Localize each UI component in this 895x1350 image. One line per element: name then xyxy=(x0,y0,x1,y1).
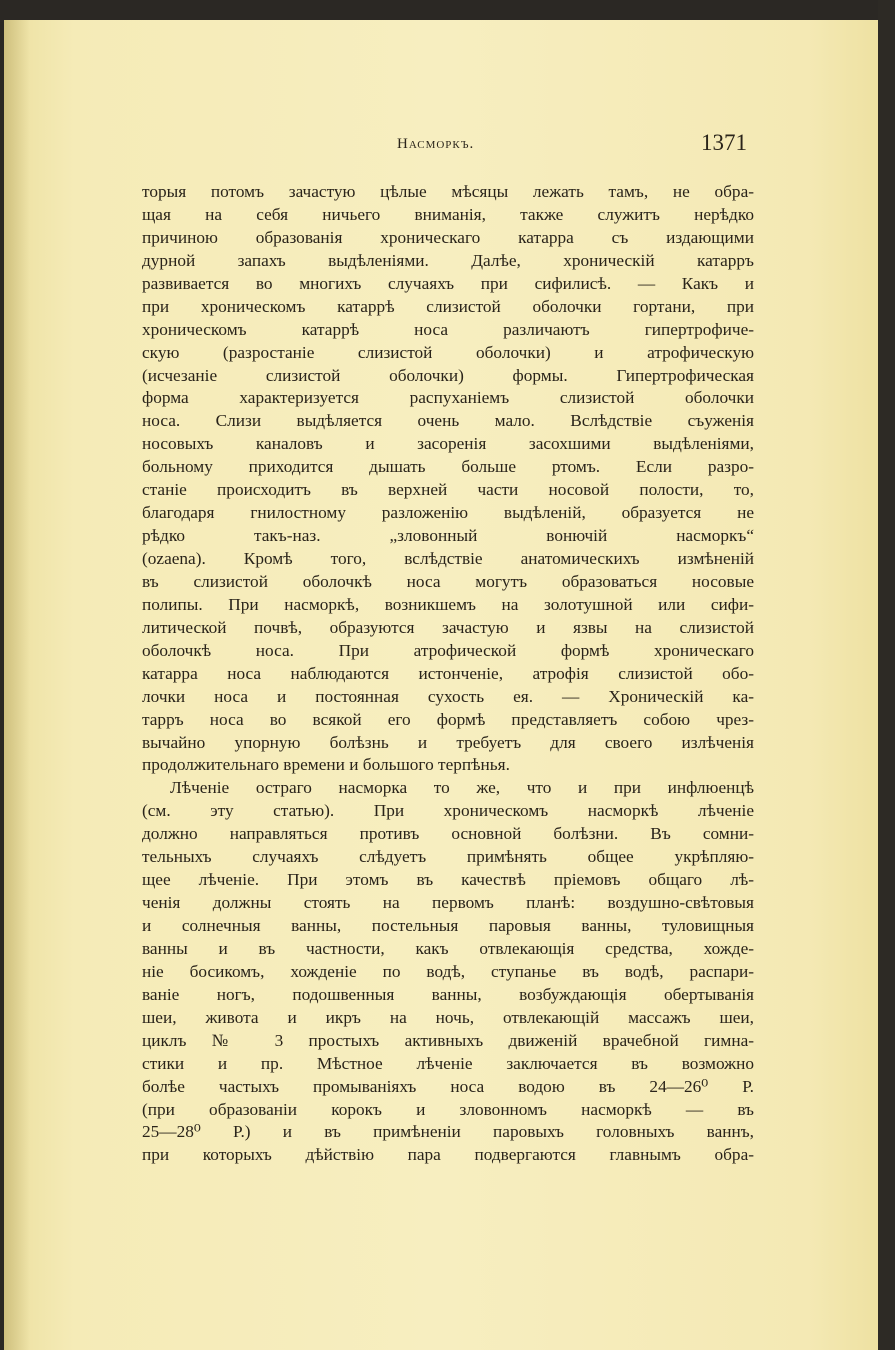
text-line: торыя потомъ зачастую цѣлые мѣсяцы лежать тамъ, не обра- xyxy=(142,182,754,201)
text-line: (исчезаніе слизистой оболочки) формы. Гипертрофическая xyxy=(142,365,754,385)
text-line: литической почвѣ, образуются зачастую и язвы на слизистой xyxy=(142,617,754,637)
text-line: катарра носа наблюдаются истонченіе, атрофія слизистой обо- xyxy=(142,663,754,683)
text-line: причиною образованія хроническаго катарра съ издающими xyxy=(142,227,754,247)
text-line: щее лѣченіе. При этомъ въ качествѣ пріемовъ общаго лѣ- xyxy=(142,870,754,890)
text-line: шеи, живота и икръ на ночь, отвлекающій массажъ шеи, xyxy=(142,1007,754,1027)
text-line: дурной запахъ выдѣленіями. Далѣе, хроническій катарръ xyxy=(142,250,754,270)
text-line: въ слизистой оболочкѣ носа могутъ образоваться носовые xyxy=(142,571,754,591)
text-line: продолжительнаго времени и большого терпѣнья. xyxy=(142,755,510,775)
text-line: станіе происходитъ въ верхней части носовой полости, то, xyxy=(142,480,754,500)
page-header xyxy=(140,130,752,160)
text-line: оболочкѣ носа. При атрофической формѣ хроническаго xyxy=(142,640,754,660)
text-line: рѣдко такъ-наз. „зловонный вонючій насморкъ“ xyxy=(142,526,754,546)
text-line: циклъ № 3 простыхъ активныхъ движеній врачебной гимна- xyxy=(142,1030,754,1050)
text-line: (см. эту статью). При хроническомъ насморкѣ лѣченіе xyxy=(142,801,754,821)
text-line: ніе босикомъ, хожденіе по водѣ, ступанье въ водѣ, распари- xyxy=(142,961,754,981)
text-line: болѣе частыхъ промываніяхъ носа водою въ 24—26⁰ Р. xyxy=(142,1076,754,1096)
text-line: щая на себя ничьего вниманія, также служитъ нерѣдко xyxy=(142,204,754,224)
page-gutter-shadow xyxy=(4,20,30,1350)
text-line: хроническомъ катаррѣ носа различаютъ гипертрофиче- xyxy=(142,319,754,339)
text-line: полипы. При насморкѣ, возникшемъ на золотушной или сифи- xyxy=(142,594,754,614)
text-line: носовыхъ каналовъ и засоренія засохшими выдѣленіями, xyxy=(142,434,754,454)
body-text xyxy=(142,181,754,1167)
text-line: при хроническомъ катаррѣ слизистой оболочки гортани, при xyxy=(142,296,754,316)
text-line: 25—28⁰ Р.) и въ примѣненіи паровыхъ головныхъ ваннъ, xyxy=(142,1122,754,1142)
running-title: Насморкъ. xyxy=(397,136,475,152)
text-line: благодаря гнилостному разложенію выдѣленій, образуется не xyxy=(142,503,754,523)
text-line: ванны и въ частности, какъ отвлекающія средства, хожде- xyxy=(142,938,754,958)
text-line: ченія должны стоять на первомъ планѣ: воздушно-свѣтовыя xyxy=(142,893,754,913)
text-line: при которыхъ дѣйствію пара подвергаются главнымъ обра- xyxy=(142,1145,754,1165)
text-line: должно направляться противъ основной болѣзни. Въ сомни- xyxy=(142,824,754,844)
text-line: больному приходится дышать больше ртомъ. Если разро- xyxy=(142,457,754,477)
text-line: форма характеризуется распуханіемъ слизистой оболочки xyxy=(142,388,754,408)
text-line: носа. Слизи выдѣляется очень мало. Вслѣдствіе съуженія xyxy=(142,411,754,431)
text-line: лочки носа и постоянная сухость ея. — Хроническій ка- xyxy=(142,686,754,706)
text-line: развивается во многихъ случаяхъ при сифилисѣ. — Какъ и xyxy=(142,273,754,293)
scan-right-border xyxy=(878,0,895,1350)
text-line: тельныхъ случаяхъ слѣдуетъ примѣнять общее укрѣпляю- xyxy=(142,847,754,867)
text-line: ваніе ногъ, подошвенныя ванны, возбуждающія обертыванія xyxy=(142,984,754,1004)
text-line: (ozaena). Кромѣ того, вслѣдствіе анатомическихъ измѣненій xyxy=(142,549,754,568)
text-line: стики и пр. Мѣстное лѣченіе заключается въ возможно xyxy=(142,1053,754,1073)
text-line: тарръ носа во всякой его формѣ представляетъ собою чрез- xyxy=(142,709,754,729)
text-line: и солнечныя ванны, постельныя паровыя ванны, туловищныя xyxy=(142,916,754,935)
text-line: вычайно упорную болѣзнь и требуетъ для своего излѣченія xyxy=(142,732,754,752)
page-number: 1371 xyxy=(701,130,747,155)
scan-top-border xyxy=(0,0,895,22)
paragraph-first-line: Лѣченіе остраго насморка то же, что и при инфлюенцѣ xyxy=(170,778,754,798)
text-line: скую (разростаніе слизистой оболочки) и атрофическую xyxy=(142,342,754,362)
text-line: (при образованіи корокъ и зловонномъ насморкѣ — въ xyxy=(142,1099,754,1119)
